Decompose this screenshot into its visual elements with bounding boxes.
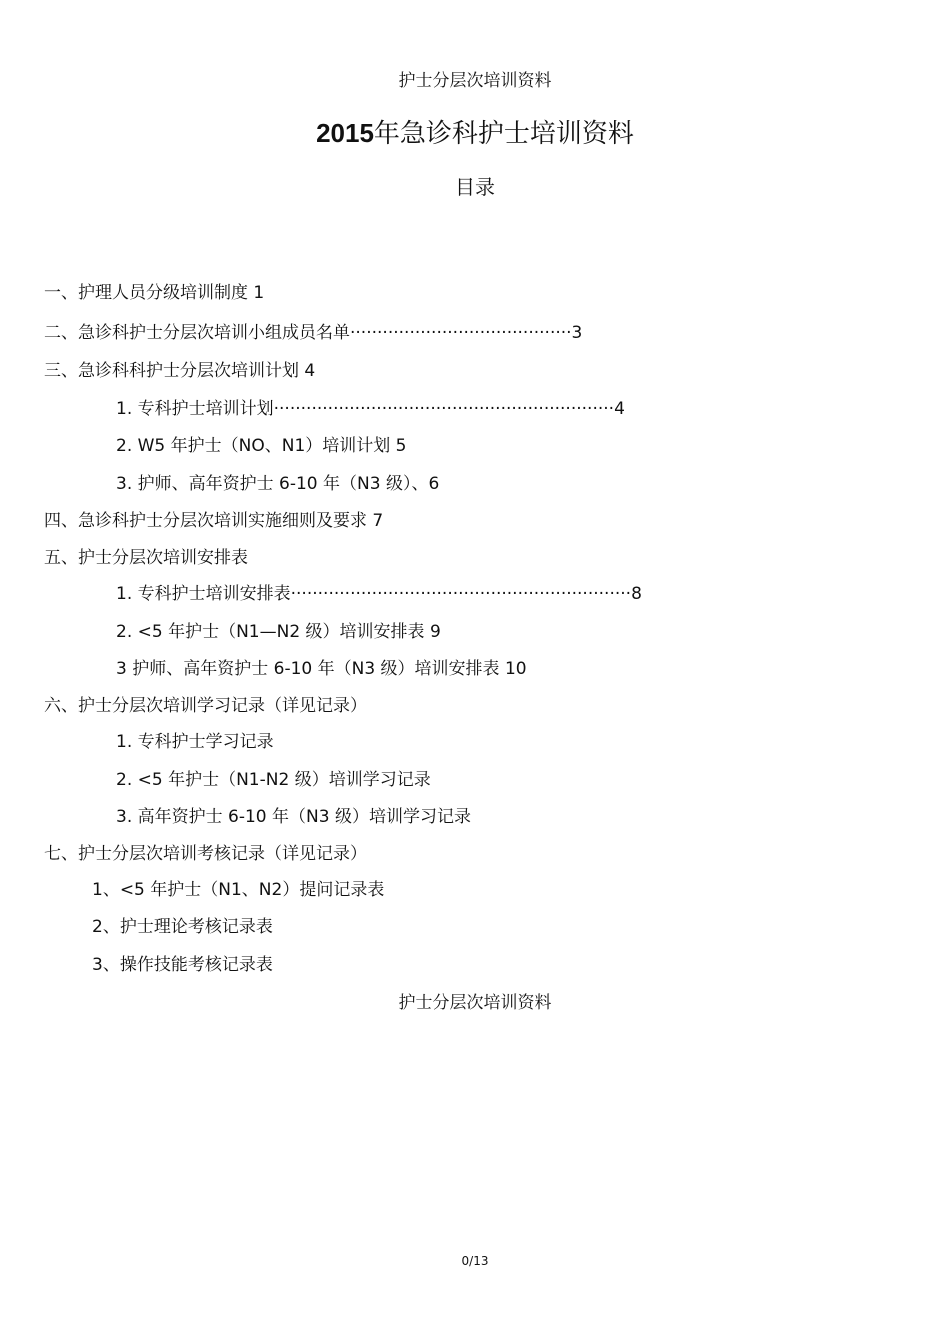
toc-entry-3-2: 2. W5 年护士（NO、N1）培训计划 5 [116, 436, 407, 456]
running-header: 护士分层次培训资料 [398, 71, 552, 91]
page-number: 0/13 [461, 1254, 489, 1268]
title-year: 2015 [316, 118, 374, 148]
toc-entry-7: 七、护士分层次培训考核记录（详见记录） [44, 844, 367, 864]
toc-entry-1: 一、护理人员分级培训制度 1 [44, 283, 265, 303]
toc-entry-5-1: 1. 专科护士培训安排表·······························································8 [116, 584, 642, 604]
toc-entry-6-3: 3. 高年资护士 6-10 年（N3 级）培训学习记录 [116, 807, 471, 827]
toc-entry-2: 二、急诊科护士分层次培训小组成员名单·········································3 [44, 323, 583, 343]
toc-entry-6-1: 1. 专科护士学习记录 [116, 732, 274, 752]
toc-entry-7-3: 3、操作技能考核记录表 [92, 955, 273, 975]
toc-heading: 目录 [455, 175, 495, 199]
toc-entry-6: 六、护士分层次培训学习记录（详见记录） [44, 696, 367, 716]
toc-entry-6-2: 2. <5 年护士（N1-N2 级）培训学习记录 [116, 770, 431, 790]
title-text: 年急诊科护士培训资料 [373, 119, 634, 149]
toc-entry-7-2: 2、护士理论考核记录表 [92, 917, 273, 937]
toc-entry-7-1: 1、<5 年护士（N1、N2）提问记录表 [92, 880, 385, 900]
toc-entry-3-1: 1. 专科护士培训计划·······························································4 [116, 399, 625, 419]
toc-entry-5: 五、护士分层次培训安排表 [44, 548, 248, 568]
toc-entry-3: 三、急诊科科护士分层次培训计划 4 [44, 361, 316, 381]
toc-entry-4: 四、急诊科护士分层次培训实施细则及要求 7 [44, 511, 384, 531]
toc-entry-5-3: 3 护师、高年资护士 6-10 年（N3 级）培训安排表 10 [116, 659, 527, 679]
document-title [0, 113, 950, 150]
toc-entry-5-2: 2. <5 年护士（N1—N2 级）培训安排表 9 [116, 622, 441, 642]
running-footer: 护士分层次培训资料 [398, 993, 552, 1013]
toc-entry-3-3: 3. 护师、高年资护士 6-10 年（N3 级）、6 [116, 474, 440, 494]
